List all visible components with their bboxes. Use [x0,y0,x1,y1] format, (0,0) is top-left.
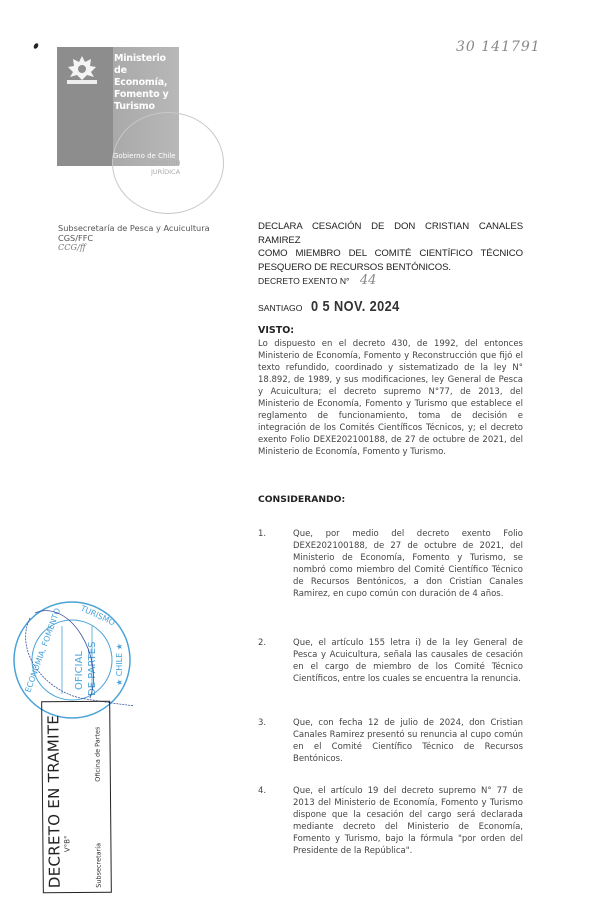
ink-mark [33,42,39,49]
tramite-subsecretaria: Subsecretaría [94,842,103,888]
division-juridica-stamp [112,112,224,214]
tramite-oficina: Oficina de Partes [93,726,102,782]
decreto-number-line [258,273,376,288]
stamp-text: JURÍDICA [151,168,181,176]
svg-text:OFICIAL: OFICIAL [74,651,85,690]
item-text: Que, por medio del decreto exento Folio DEXE202100188, de 27 de octubre de 2021, del Ministerio de Economía, Fomento y Turismo, se nombró como miembro del Comité Científico Técnico de Recursos Bentónicos, a don Cristian Canales Ramirez, en cupo común con duración de 4 años. [293,529,523,599]
ministry-line: Fomento y [114,89,169,100]
item-text: Que, el artículo 155 letra i) de la ley General de Pesca y Acuicultura, señala las causales de cesación en el cargo de miembro de los Comité Técnico Científicos, entre los cuales se encuentra la renuncia. [293,638,523,684]
item-number: 2. [258,638,267,648]
gobierno-label: Gobierno de Chile [113,152,176,160]
visto-text: Lo dispuesto en el decreto 430, de 1992, del entonces Ministerio de Economía, Fomento y Reconstrucción que fijó el texto refundido, coordinado y sistematizado de la ley N° 18.892, de 1989, y sus modificaciones, ley General de Pesca y Acuicultura; el decreto supremo N°77, de 2013, del Ministerio de Economía, Fomento y Turismo que establece el reglamento de funcionamiento, toma de decisión e integración de los Comités Científicos Técnicos, y; el decreto exento Folio DEXE202100188, de 27 de octubre de 2021, del Ministerio de Economía, Fomento y Turismo. [258,339,523,457]
subsecretaria-label: Subsecretaría de Pesca y Acuicultura [58,223,210,233]
svg-text:TURISMO: TURISMO [79,603,117,628]
title-line: DECLARA CESACIÓN DE DON CRISTIAN CANALES RAMIREZ [258,221,523,246]
handwritten-initials: CCG/ff [58,242,86,252]
sender-block [58,224,210,253]
title-line: PESQUERO DE RECURSOS BENTÓNICOS. [258,261,451,273]
visto-heading: VISTO: [258,325,295,336]
decreto-en-tramite-stamp [41,701,112,894]
stamp-text: DIVISIÓN [151,159,181,167]
place-label: SANTIAGO [258,303,303,313]
handwritten-reference: 30 141791 [456,39,541,55]
ministry-line: Economía, [114,77,168,88]
tramite-title: DECRETO EN TRAMITE [44,714,64,889]
svg-text:ECONOMIA, FOMENTO: ECONOMIA, FOMENTO [23,606,63,694]
document-title [258,220,523,274]
item-number: 4. [258,786,267,796]
place-date-line [258,298,415,315]
item-number: 3. [258,718,267,728]
tramite-vb: V°B° [63,835,72,853]
coat-of-arms-icon [63,53,101,87]
item-text: Que, el artículo 19 del decreto supremo N° 77 de 2013 del Ministerio de Economía, Fomento y Turismo dispone que la cesación del cargo será declarada mediante decreto del Ministerio de Economía, Fomento y Turismo, bajo la fórmula "por orden del Presidente de la República". [293,786,523,856]
ministry-line: Ministerio de [114,53,166,76]
considerando-heading: CONSIDERANDO: [258,494,346,505]
decreto-number: 44 [359,273,377,288]
svg-text:★ CHILE ★: ★ CHILE ★ [115,643,124,686]
ministry-name [114,53,179,113]
title-line: COMO MIEMBRO DEL COMITÉ CIENTÍFICO TÉCNICO [258,248,523,259]
svg-text:DE PARTES: DE PARTES [87,641,98,696]
ministry-line: Turismo [114,101,155,112]
decreto-label: DECRETO EXENTO N° [258,276,350,286]
initials: CGS/FFC [58,232,94,243]
item-number: 1. [258,529,267,539]
date-stamp: 0 5 NOV. 2024 [310,298,400,315]
item-text: Que, con fecha 12 de julio de 2024, don Cristian Canales Ramirez presentó su renuncia al cupo común en el Comité Científico Técnico de Recursos Bentónicos. [293,718,523,764]
